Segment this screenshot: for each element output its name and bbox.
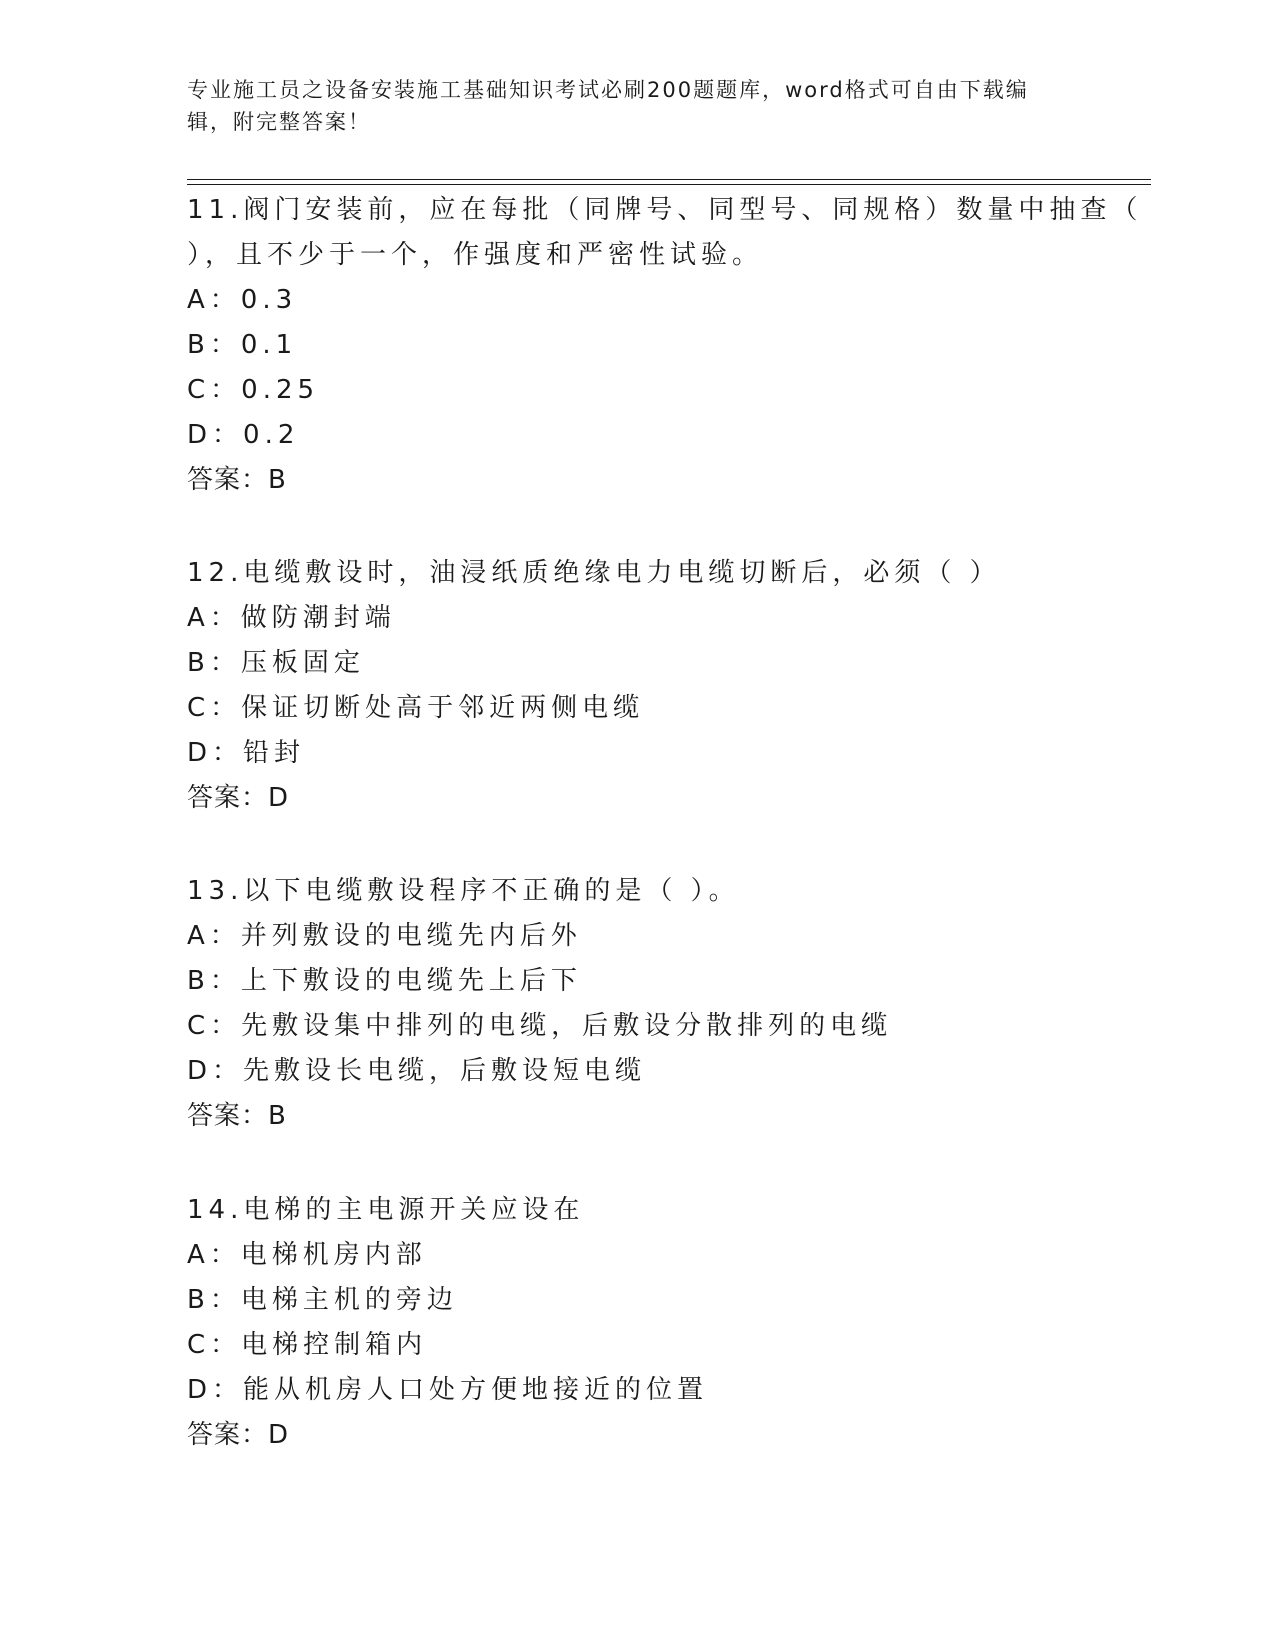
option-a: A：0.3 xyxy=(187,285,298,315)
answer: 答案：B xyxy=(187,465,287,495)
header-divider-bottom xyxy=(187,184,1151,185)
answer: 答案：D xyxy=(187,1420,290,1450)
option-b: B：电梯主机的旁边 xyxy=(187,1285,458,1315)
option-c: C：电梯控制箱内 xyxy=(187,1330,428,1360)
question-11 xyxy=(187,188,1143,503)
option-b: B：压板固定 xyxy=(187,648,365,678)
question-stem-line: 14.电梯的主电源开关应设在 xyxy=(187,1195,585,1225)
option-c: C：先敷设集中排列的电缆，后敷设分散排列的电缆 xyxy=(187,1011,893,1041)
option-c: C：保证切断处高于邻近两侧电缆 xyxy=(187,693,645,723)
option-d: D：铅封 xyxy=(187,738,306,768)
option-a: A：做防潮封端 xyxy=(187,603,396,633)
option-d: D：先敷设长电缆，后敷设短电缆 xyxy=(187,1056,647,1086)
option-a: A：并列敷设的电缆先内后外 xyxy=(187,921,582,951)
answer: 答案：B xyxy=(187,1101,287,1131)
question-12 xyxy=(187,551,1087,821)
option-b: B：上下敷设的电缆先上后下 xyxy=(187,966,582,996)
question-stem-line: 12.电缆敷设时，油浸纸质绝缘电力电缆切断后，必须（ ） xyxy=(187,558,1001,588)
option-b: B：0.1 xyxy=(187,330,298,360)
option-c: C：0.25 xyxy=(187,375,320,405)
option-d: D：0.2 xyxy=(187,420,300,450)
question-13 xyxy=(187,869,1087,1139)
option-a: A：电梯机房内部 xyxy=(187,1240,427,1270)
header-divider-top xyxy=(187,179,1151,180)
option-d: D：能从机房人口处方便地接近的位置 xyxy=(187,1375,709,1405)
question-stem-line: ），且不少于一个，作强度和严密性试验。 xyxy=(187,240,764,270)
question-stem-line: 13.以下电缆敷设程序不正确的是（ ）。 xyxy=(187,876,740,906)
answer: 答案：D xyxy=(187,783,290,813)
document-title: 专业施工员之设备安装施工基础知识考试必刷200题题库，word格式可自由下载编辑，附完整答案！ xyxy=(187,78,1029,134)
question-stem-line: 11.阀门安装前，应在每批（同牌号、同型号、同规格）数量中抽查（ xyxy=(187,195,1143,225)
question-14 xyxy=(187,1188,1087,1458)
